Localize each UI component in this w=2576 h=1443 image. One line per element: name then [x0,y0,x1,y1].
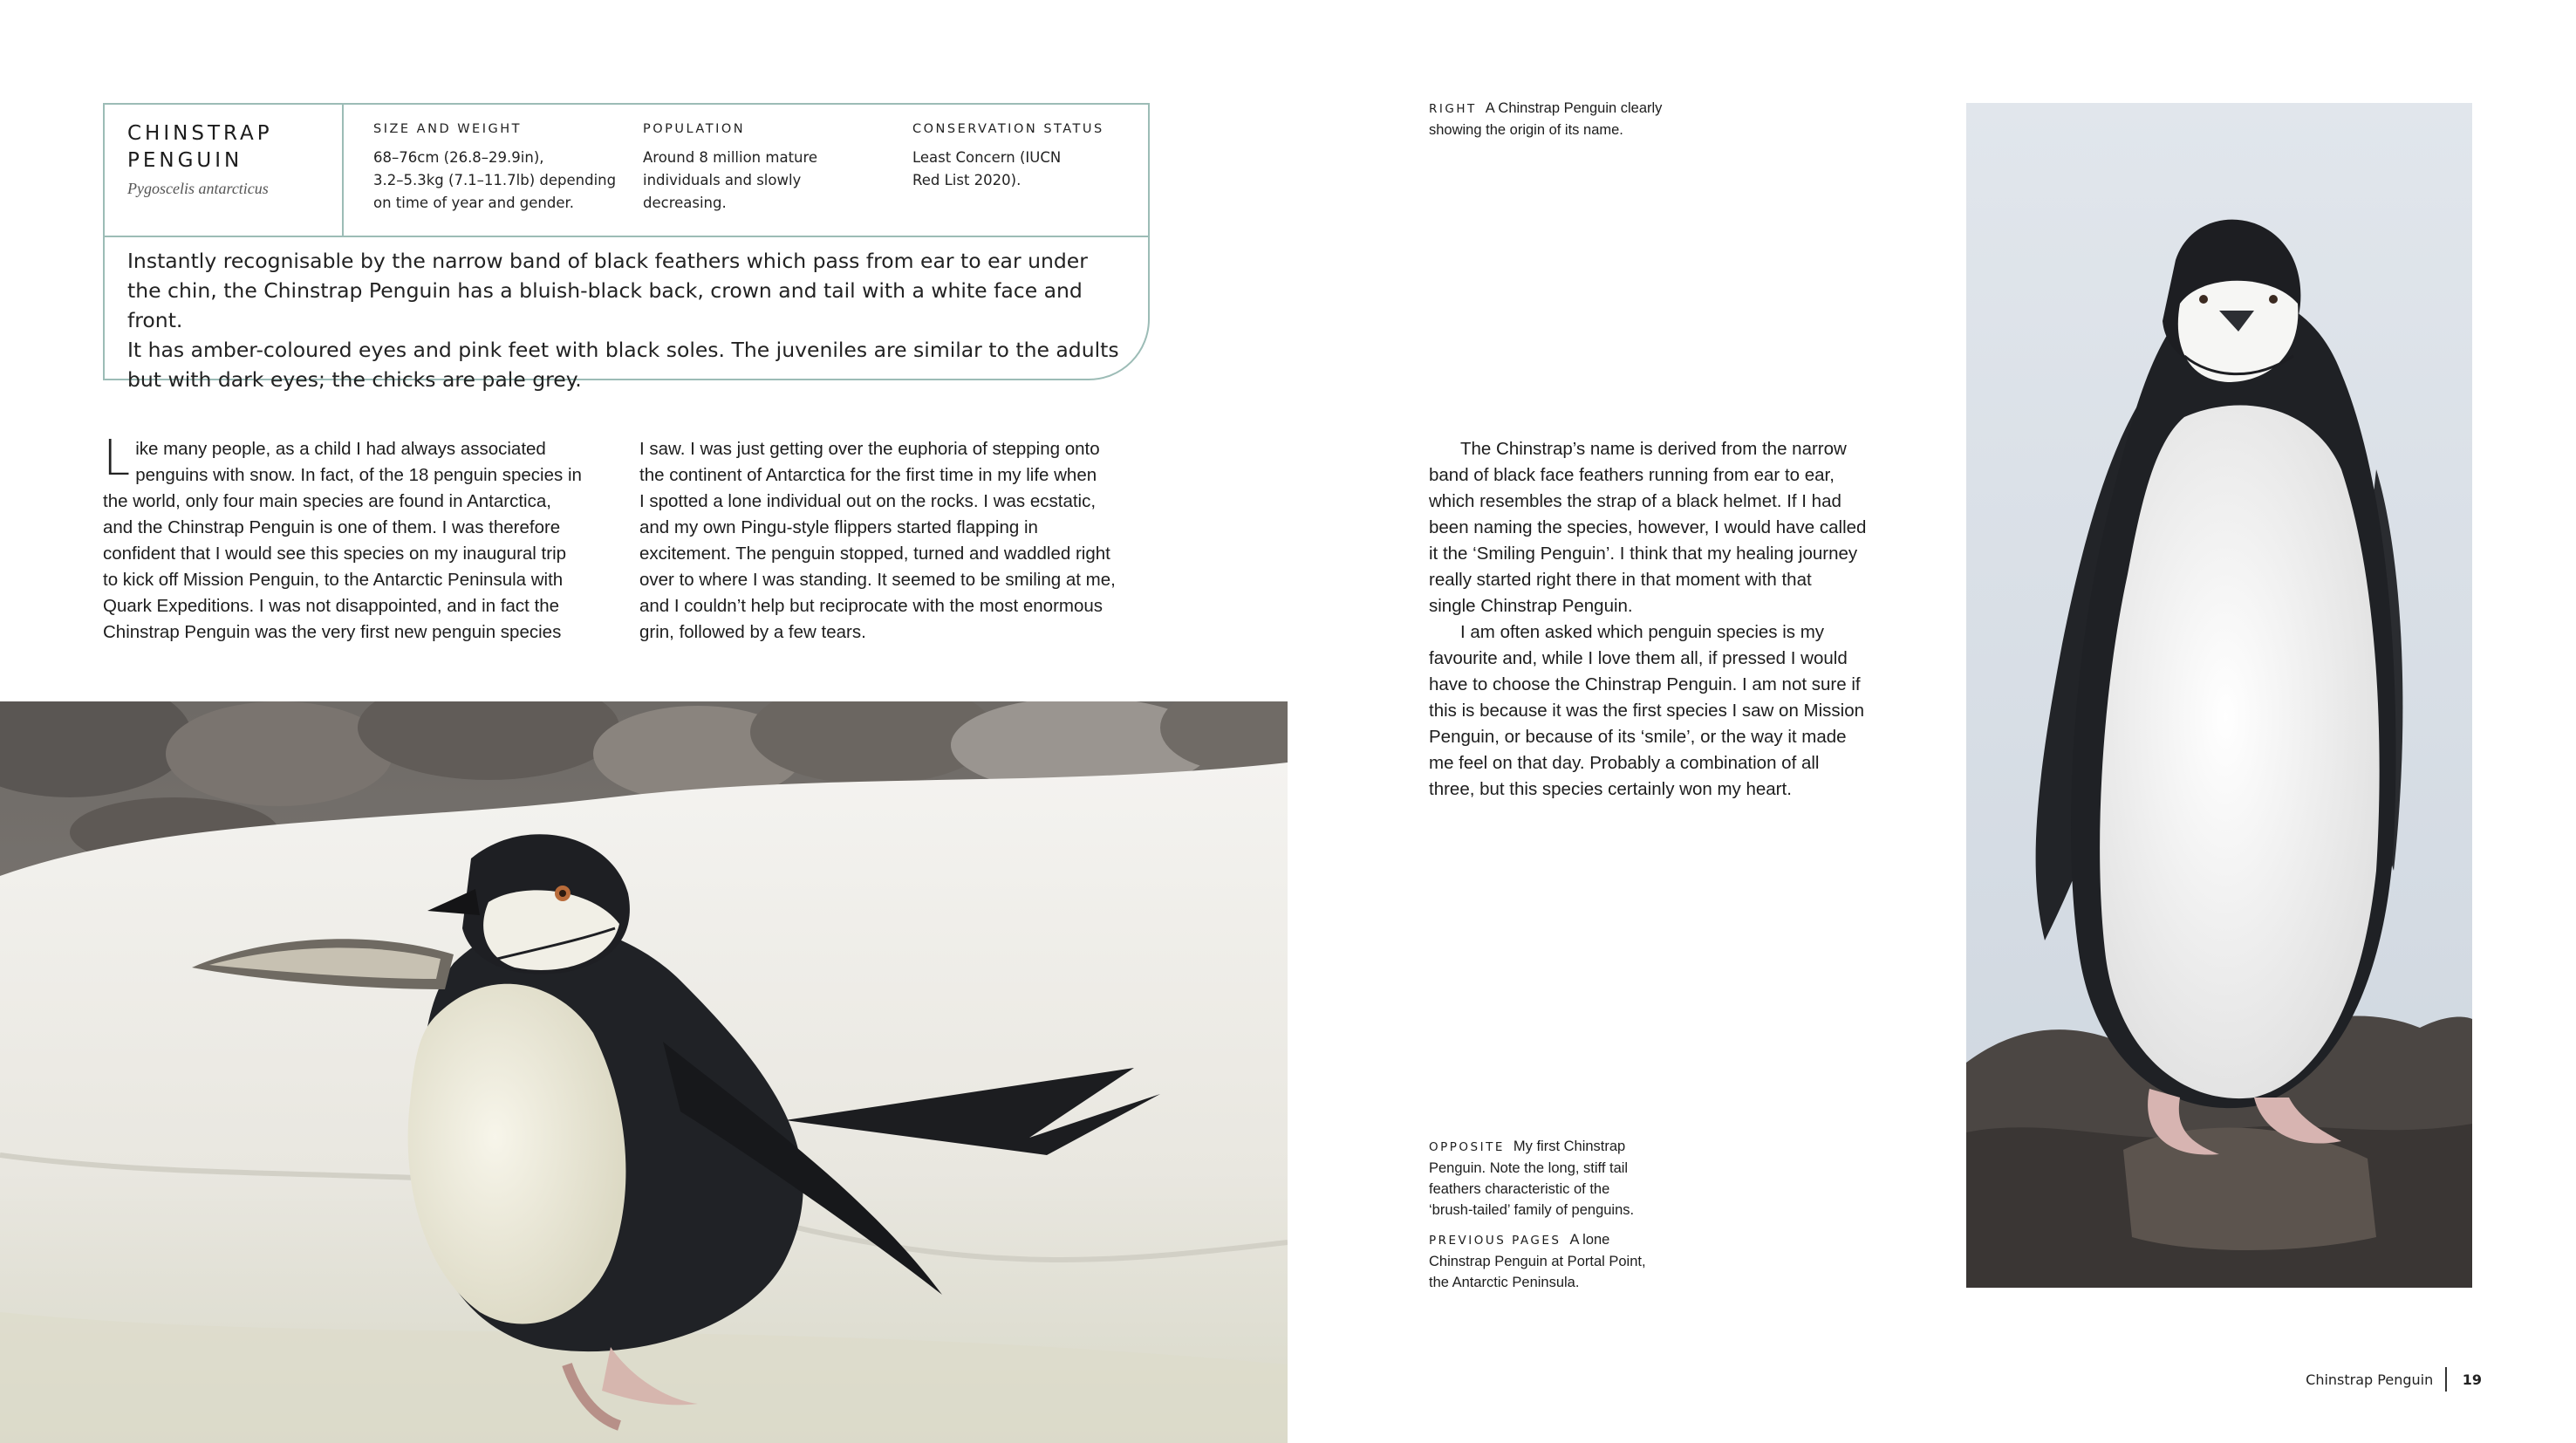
caption-opposite [1429,1136,1691,1221]
species-fact-box [103,103,1150,392]
species-name-line1: CHINSTRAP [127,122,273,145]
fact-box-header [105,105,1148,237]
body-paragraph-2 [639,436,1163,646]
body-line: Chinstrap Penguin was the very first new penguin species [103,622,562,642]
body-paragraph-1 [103,430,609,646]
body-line: over to where I was standing. It seemed to be smiling at me, [639,570,1116,590]
body-line: confident that I would see this species on my inaugural trip [103,544,567,564]
size-weight-column [373,122,626,215]
population-line: Around 8 million mature [643,149,818,166]
body-line: which resembles the strap of a black helmet. If I had [1429,491,1841,511]
body-line: Quark Expeditions. I was not disappointed, and in fact the [103,596,560,616]
page-folio [2306,1367,2482,1392]
conservation-line: Red List 2020). [912,172,1022,188]
population-heading: POPULATION [643,122,746,136]
body-line: I am often asked which penguin species is my [1460,622,1825,642]
caption-line: My first Chinstrap [1513,1139,1626,1154]
body-line: it the ‘Smiling Penguin’. I think that my healing journey [1429,544,1858,564]
size-weight-line: 68–76cm (26.8–29.9in), [373,149,544,166]
body-line: the continent of Antarctica for the first time in my life when [639,465,1097,485]
body-line: three, but this species certainly won my heart. [1429,779,1792,799]
body-line: favourite and, while I love them all, if pressed I would [1429,648,1848,668]
body-line: and I couldn’t help but reciprocate with the most enormous [639,596,1104,616]
body-column-2 [639,436,1163,646]
standing-penguin-illustration [1966,103,2472,1288]
population-line: decreasing. [643,195,727,211]
conservation-text [912,147,1165,192]
caption-right [1429,98,1725,140]
fact-box-divider [342,105,344,236]
body-line: band of black face feathers running from ear to ear, [1429,465,1835,485]
body-column-1 [103,430,609,646]
body-line: really started right there in that moment with that [1429,570,1812,590]
caption-previous-pages [1429,1229,1691,1293]
body-line: penguins with snow. In fact, of the 18 penguin species in [135,465,582,485]
body-line: this is because it was the first species I saw on Mission [1429,701,1865,721]
body-line: and the Chinstrap Penguin is one of them. I was therefore [103,517,561,537]
species-latin-name: Pygoscelis antarcticus [127,180,269,197]
body-line: I saw. I was just getting over the euphoria of stepping onto [639,439,1100,459]
caption-previous-label: PREVIOUS PAGES [1429,1234,1561,1248]
body-column-3 [1429,436,1917,803]
photo-standing-penguin [1966,103,2472,1288]
body-line: grin, followed by a few tears. [639,622,866,642]
caption-line: A Chinstrap Penguin clearly [1485,100,1663,116]
body-line: The Chinstrap’s name is derived from the narrow [1460,439,1847,459]
size-weight-line: 3.2–5.3kg (7.1–11.7lb) depending [373,172,617,188]
page-number: 19 [2462,1371,2482,1388]
description-line: but with dark eyes; the chicks are pale grey. [127,367,582,392]
drop-cap: L [103,430,131,487]
caption-opposite-label: OPPOSITE [1429,1140,1505,1154]
population-column [643,122,896,215]
population-text [643,147,896,215]
description-line: It has amber-coloured eyes and pink feet with black soles. The juveniles are similar to the adults [127,338,1119,362]
body-line: to kick off Mission Penguin, to the Antarctic Peninsula with [103,570,564,590]
body-line: the world, only four main species are found in Antarctica, [103,491,551,511]
conservation-line: Least Concern (IUCN [912,149,1062,166]
description-line: Instantly recognisable by the narrow band of black feathers which pass from ear to ear under [127,249,1088,273]
caption-line: Penguin. Note the long, stiff tail [1429,1160,1629,1176]
running-head: Chinstrap Penguin [2306,1371,2434,1388]
species-description [127,246,1122,394]
size-weight-text [373,147,626,215]
caption-line: Chinstrap Penguin at Portal Point, [1429,1254,1646,1269]
species-name-line2: PENGUIN [127,149,243,172]
body-line: single Chinstrap Penguin. [1429,596,1633,616]
body-line: Penguin, or because of its ‘smile’, or the way it made [1429,727,1847,747]
body-line: ike many people, as a child I had always associated [135,439,546,459]
caption-right-label: RIGHT [1429,102,1477,116]
folio-divider [2445,1367,2447,1392]
photo-penguin-on-snow [0,701,1288,1443]
caption-line: the Antarctic Peninsula. [1429,1275,1580,1290]
body-line: me feel on that day. Probably a combination of all [1429,753,1820,773]
caption-line: A lone [1569,1232,1610,1248]
size-weight-line: on time of year and gender. [373,195,575,211]
population-line: individuals and slowly [643,172,802,188]
conservation-heading: CONSERVATION STATUS [912,122,1104,136]
body-line: excitement. The penguin stopped, turned and waddled right [639,544,1110,564]
size-weight-heading: SIZE AND WEIGHT [373,122,522,136]
caption-line: feathers characteristic of the [1429,1181,1610,1197]
body-paragraph-4 [1429,619,1917,803]
body-line: have to choose the Chinstrap Penguin. I am not sure if [1429,674,1861,694]
caption-line: ‘brush-tailed’ family of penguins. [1429,1202,1635,1218]
body-line: I spotted a lone individual out on the rocks. I was ecstatic, [639,491,1097,511]
species-title-block [127,120,337,198]
description-line: the chin, the Chinstrap Penguin has a bluish-black back, crown and tail with a white face and front. [127,278,1083,332]
body-line: and my own Pingu-style flippers started flapping in [639,517,1038,537]
caption-line: showing the origin of its name. [1429,122,1623,138]
conservation-column [912,122,1165,192]
body-line: been naming the species, however, I would have called [1429,517,1867,537]
body-paragraph-3 [1429,436,1917,619]
penguin-snow-illustration [0,701,1288,1443]
